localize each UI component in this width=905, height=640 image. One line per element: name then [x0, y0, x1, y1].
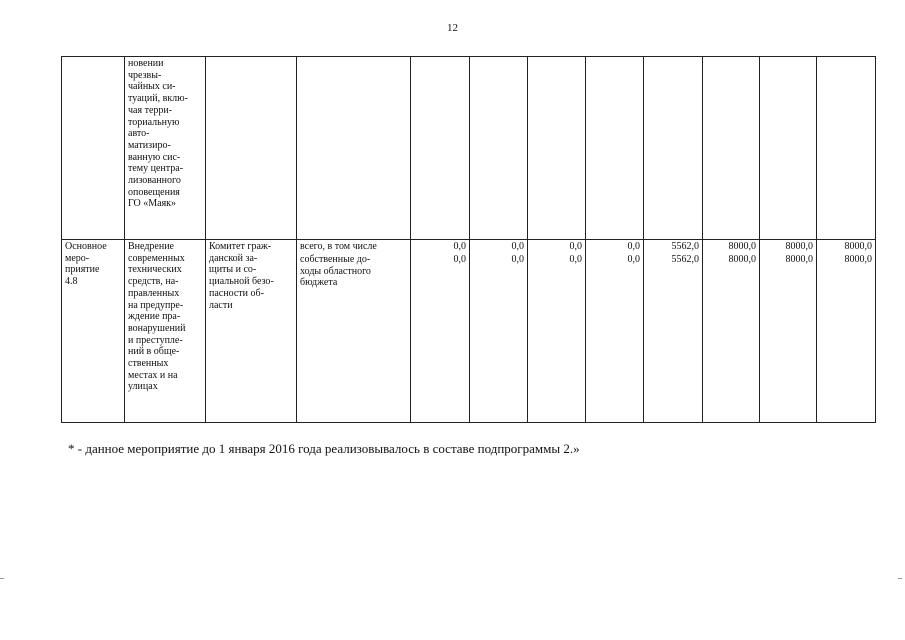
budget-table [61, 56, 876, 423]
cell-value [470, 240, 528, 423]
cell-status [62, 57, 125, 240]
value-own: 8000,0 [785, 254, 813, 265]
cell-executor: Комитет граж- данской за- щиты и со- циальной безо- пасности об- ласти [206, 240, 297, 423]
cell-value [470, 57, 528, 240]
cell-value [817, 57, 876, 240]
cell-value [760, 240, 817, 423]
value-own: 8000,0 [844, 254, 872, 265]
page-number: 12 [447, 22, 458, 34]
value-own: 0,0 [453, 254, 466, 265]
footnote: * - данное мероприятие до 1 января 2016 года реализовывалось в составе подпрограммы 2.» [68, 441, 580, 456]
cell-name: новении чрезвы- чайных си- туаций, вклю- чая терри- ториальную авто- матизиро- ванную сис- тему центра- лизованного оповещения ГО «Маяк» [125, 57, 206, 240]
value-own: 0,0 [627, 254, 640, 265]
value-total: 8000,0 [844, 241, 872, 252]
cell-value [703, 240, 760, 423]
cell-source [297, 240, 411, 423]
table-row-continuation [62, 57, 876, 240]
source-own-label: собственные до- ходы областного бюджета [300, 254, 371, 289]
cell-value [411, 240, 470, 423]
cell-value [644, 57, 703, 240]
cell-name: Внедрение современных технических средств, на- правленных на предупре- ждение пра- вонарушений и преступле- ний в обще- ственных местах и на улицах [125, 240, 206, 423]
cell-value [586, 240, 644, 423]
cell-value [411, 57, 470, 240]
right-edge-mark [898, 578, 902, 579]
value-total: 0,0 [627, 241, 640, 252]
value-own: 0,0 [511, 254, 524, 265]
value-own: 0,0 [569, 254, 582, 265]
value-total: 0,0 [511, 241, 524, 252]
cell-executor [206, 57, 297, 240]
cell-value [528, 240, 586, 423]
source-total-label: всего, в том числе [300, 241, 377, 252]
value-total: 8000,0 [785, 241, 813, 252]
table-row-measure-4-8 [62, 240, 876, 423]
left-edge-mark [0, 578, 4, 579]
cell-value [760, 57, 817, 240]
cell-value [528, 57, 586, 240]
value-total: 5562,0 [671, 241, 699, 252]
value-own: 5562,0 [671, 254, 699, 265]
value-total: 0,0 [453, 241, 466, 252]
value-total: 8000,0 [728, 241, 756, 252]
cell-source [297, 57, 411, 240]
value-total: 0,0 [569, 241, 582, 252]
value-own: 8000,0 [728, 254, 756, 265]
cell-value [586, 57, 644, 240]
cell-value [703, 57, 760, 240]
cell-status: Основное меро- приятие 4.8 [62, 240, 125, 423]
cell-value [817, 240, 876, 423]
cell-value [644, 240, 703, 423]
